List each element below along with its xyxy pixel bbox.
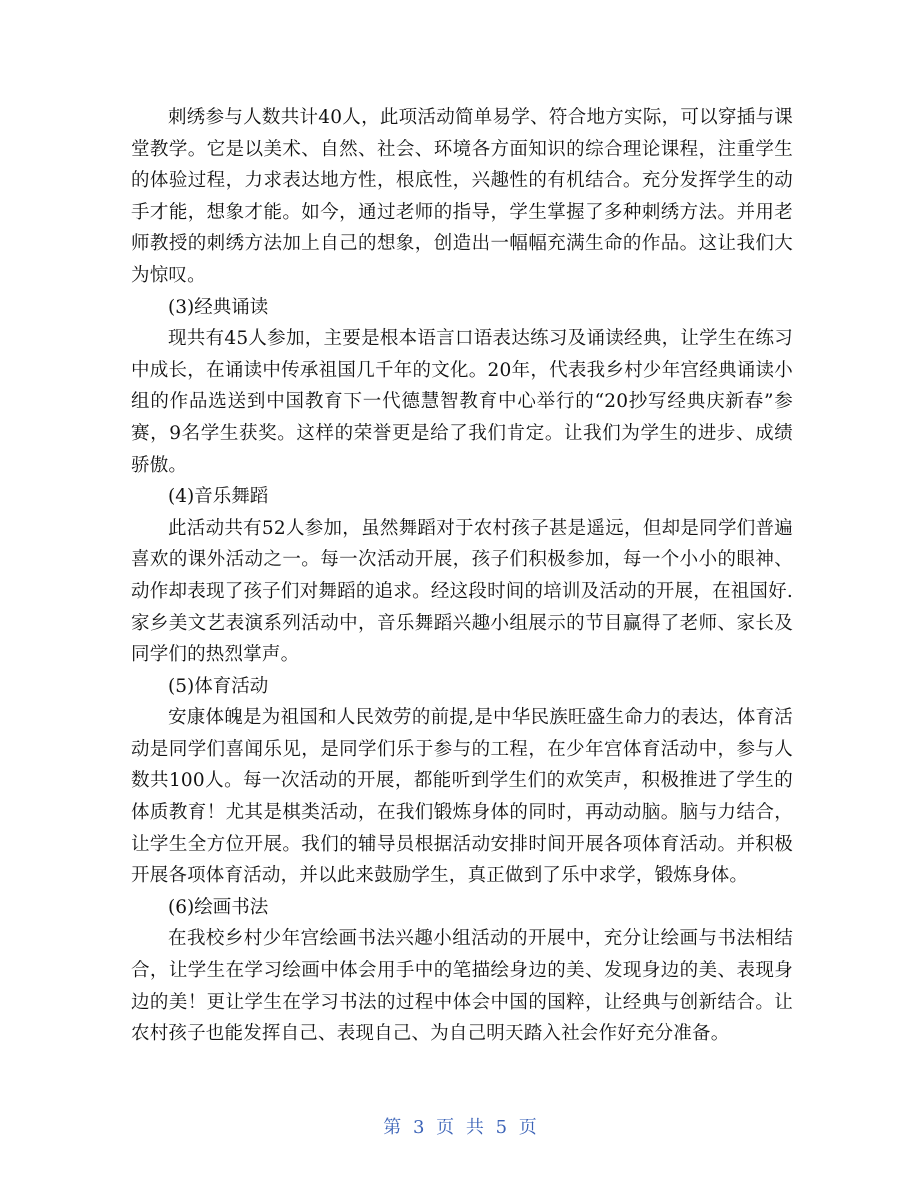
paragraph-music-dance: 此活动共有52人参加，虽然舞蹈对于农村孩子甚是遥远，但却是同学们普遍喜欢的课外活动之一。每一次活动开展，孩子们积极参加，每一个小小的眼神、动作却表现了孩子们对舞蹈的追求。经这段时间的培训及活动的开展，在祖国好.家乡美文艺表演系列活动中，音乐舞蹈兴趣小组展示的节目赢得了老师、家长及同学们的热烈掌声。	[131, 517, 793, 666]
paragraph-sports: 安康体魄是为祖国和人民效劳的前提,是中华民族旺盛生命力的表达，体育活动是同学们喜闻乐见，是同学们乐于参与的工程，在少年宫体育活动中，参与人数共100人。每一次活动的开展，都能听到学生们的欢笑声，积极推进了学生的体质教育！尤其是棋类活动，在我们锻炼身体的同时，再动动脑。脑与力结合，让学生全方位开展。我们的辅导员根据活动安排时间开展各项体育活动。并积极开展各项体育活动，并以此来鼓励学生，真正做到了乐中求学，锻炼身体。	[131, 707, 793, 887]
heading-sports: (5)体育活动	[168, 675, 269, 697]
page-number-footer: 第 3 页 共 5 页	[383, 1117, 537, 1138]
paragraph-painting-calligraphy: 在我校乡村少年宫绘画书法兴趣小组活动的开展中，充分让绘画与书法相结合，让学生在学习绘画中体会用手中的笔描绘身边的美、发现身边的美、表现身边的美！更让学生在学习书法的过程中体会中国的国粹，让经典与创新结合。让农村孩子也能发挥自己、表现自己、为自己明天踏入社会作好充分准备。	[131, 928, 793, 1045]
heading-painting-calligraphy: (6)绘画书法	[168, 896, 269, 918]
heading-classic-reading: (3)经典诵读	[168, 296, 269, 318]
paragraph-classic-reading: 现共有45人参加，主要是根本语言口语表达练习及诵读经典，让学生在练习中成长，在诵读中传承祖国几千年的文化。20年，代表我乡村少年宫经典诵读小组的作品选送到中国教育下一代德慧智教育中心举行的“20抄写经典庆新春”参赛，9名学生获奖。这样的荣誉更是给了我们肯定。让我们为学生的进步、成绩骄傲。	[131, 328, 793, 476]
heading-music-dance: (4)音乐舞蹈	[168, 486, 269, 508]
paragraph-embroidery: 刺绣参与人数共计40人，此项活动简单易学、符合地方实际，可以穿插与课堂教学。它是以美术、自然、社会、环境各方面知识的综合理论课程，注重学生的体验过程，力求表达地方性，根底性，兴趣性的有机结合。充分发挥学生的动手才能，想象才能。如今，通过老师的指导，学生掌握了多种刺绣方法。并用老师教授的刺绣方法加上自己的想象，创造出一幅幅充满生命的作品。这让我们大为惊叹。	[131, 107, 793, 286]
document-body	[131, 102, 793, 1050]
